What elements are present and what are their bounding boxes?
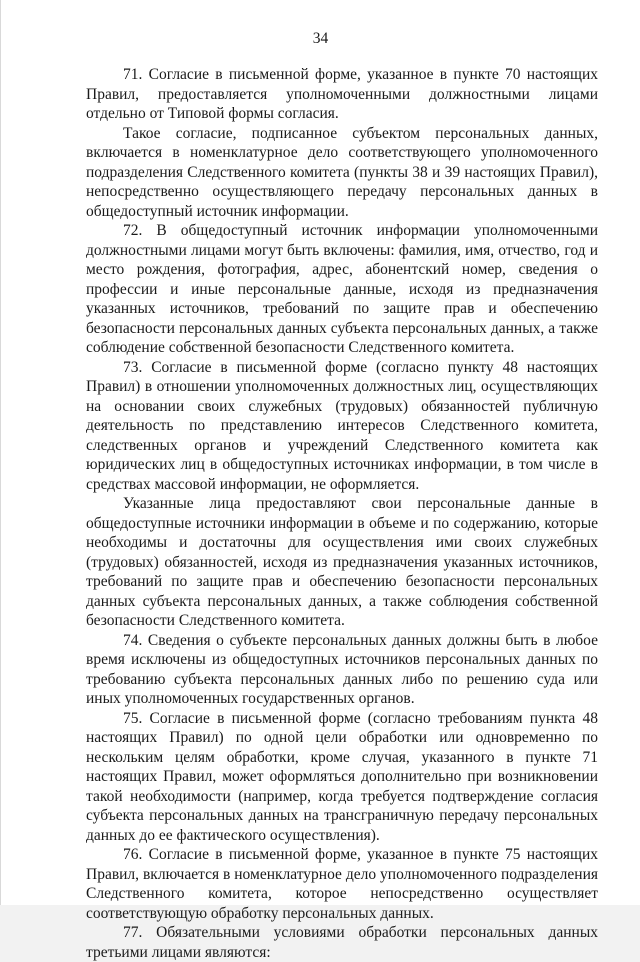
page-number: 34 <box>312 30 329 47</box>
document-body <box>86 65 598 962</box>
paragraph-71-consent: Такое согласие, подписанное субъектом персональных данных, включается в номенклатурное дело соответствующего уполномоченного подразделения Следственного комитета (пункты 38 и 39 настоящих Правил), непосредственно осуществляющего передачу персональных данных в общедоступный источник информации. <box>86 124 598 220</box>
paragraph-74: 74. Сведения о субъекте персональных данных должны быть в любое время исключены из общедоступных источников персональных данных по требованию субъекта персональных данных либо по решению суда или иных уполномоченных государственных органов. <box>86 631 598 707</box>
paragraph-71: 71. Согласие в письменной форме, указанное в пункте 70 настоящих Правил, предоставляется уполномоченными должностными лицами отдельно от Типовой формы согласия. <box>86 66 598 122</box>
paragraph-73: 73. Согласие в письменной форме (согласно пункту 48 настоящих Правил) в отношении уполномоченных должностных лиц, осуществляющих на основании своих служебных (трудовых) обязанностей публичную деятельность по представлению интересов Следственного комитета, следственных органов и учреждений Следственного комитета как юридических лиц в общедоступных источниках информации, в том числе в средствах массовой информации, не оформляется. <box>86 358 598 493</box>
paragraph-76: 76. Согласие в письменной форме, указанное в пункте 75 настоящих Правил, включается в номенклатурное дело уполномоченного подразделения Следственного комитета, которое непосредственно осуществляет соответствующую обработку персональных данных. <box>86 846 598 922</box>
paragraph-77: 77. Обязательными условиями обработки персональных данных третьими лицами являются: <box>86 924 598 961</box>
paragraph-73-persons: Указанные лица предоставляют свои персональные данные в общедоступные источники информации в объеме и по содержанию, которые необходимы и достаточны для осуществления ими своих служебных (трудовых) обязанностей, исходя из предназначения указанных источников, требований по защите прав и обеспечению безопасности персональных данных субъекта персональных данных, а также соблюдения собственной безопасности Следственного комитета. <box>86 495 598 629</box>
paragraph-72: 72. В общедоступный источник информации уполномоченными должностными лицами могут быть включены: фамилия, имя, отчество, год и место рождения, фотография, адрес, абонентский номер, сведения о профессии и иные персональные данные, исходя из предназначения указанных источников, требований по защите прав и обеспечению безопасности персональных данных субъекта персональных данных, а также соблюдение собственной безопасности Следственного комитета. <box>86 222 598 356</box>
paragraph-75: 75. Согласие в письменной форме (согласно требованиям пункта 48 настоящих Правил) по одной цели обработки или одновременно по нескольким целям обработки, кроме случая, указанного в пункте 71 настоящих Правил, может оформляться дополнительно при возникновении такой необходимости (например, когда требуется подтверждение согласия субъекта персональных данных на трансграничную передачу персональных данных до ее фактического осуществления). <box>86 709 598 844</box>
